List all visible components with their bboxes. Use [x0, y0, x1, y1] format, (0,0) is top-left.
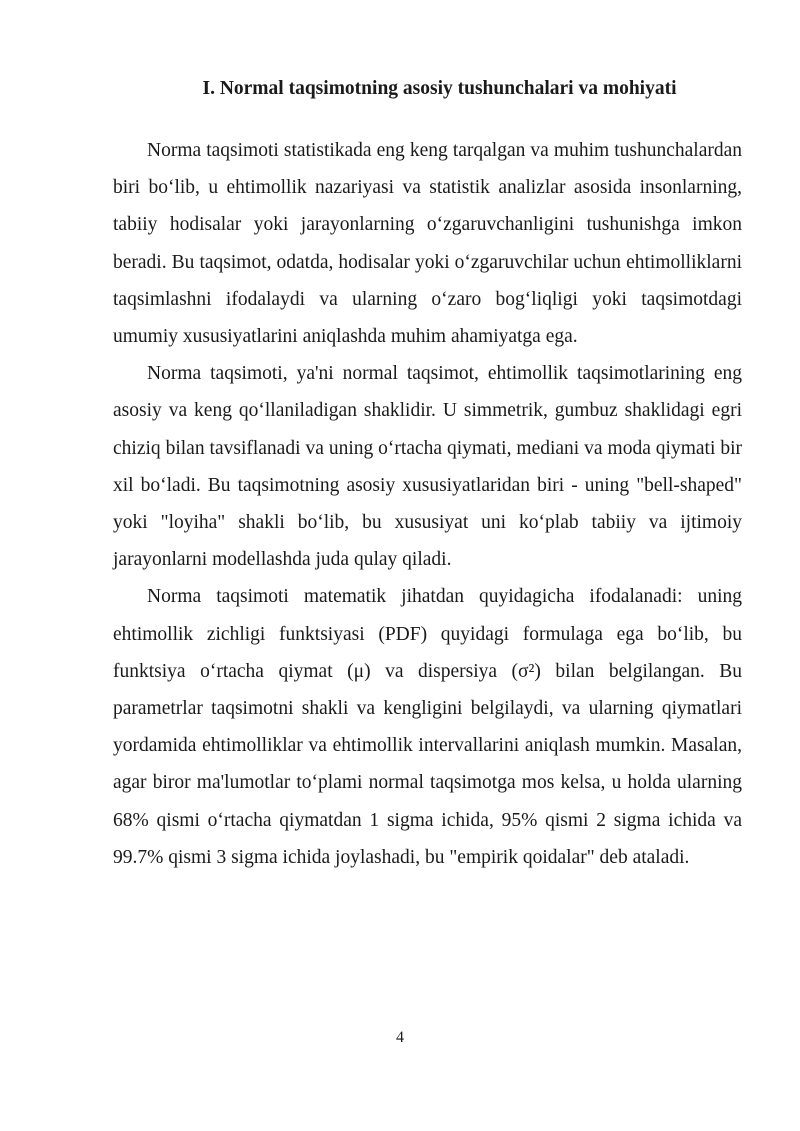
section-heading: I. Normal taqsimotning asosiy tushunchalari va mohiyati: [202, 78, 677, 99]
paragraph-2: Norma taqsimoti, ya'ni normal taqsimot, ehtimollik taqsimotlarining eng asosiy va keng qo‘llaniladigan shaklidir. U simmetrik, gumbuz shaklidagi egri chiziq bilan tavsiflanadi va uning o‘rtacha qiymati, mediani va moda qiymati bir xil bo‘ladi. Bu taqsimotning asosiy xususiyatlaridan biri - uning "bell-shaped" yoki "loyiha" shakli bo‘lib, bu xususiyat uni ko‘plab tabiiy va ijtimoiy jarayonlarni modellashda juda qulay qiladi.: [113, 363, 742, 571]
paragraph-3: Norma taqsimoti matematik jihatdan quyidagicha ifodalanadi: uning ehtimollik zichligi funktsiyasi (PDF) quyidagi formulaga ega bo‘lib, bu funktsiya o‘rtacha qiymat (μ) va dispersiya (σ²) bilan belgilangan. Bu parametrlar taqsimotni shakli va kengligini belgilaydi, va ularning qiymatlari yordamida ehtimolliklar va ehtimollik intervallarini aniqlash mumkin. Masalan, agar biror ma'lumotlar to‘plami normal taqsimotga mos kelsa, u holda ularning 68% qismi o‘rtacha qiymatdan 1 sigma ichida, 95% qismi 2 sigma ichida va 99.7% qismi 3 sigma ichida joylashadi, bu "empirik qoidalar" deb ataladi.: [113, 586, 742, 868]
page-number: 4: [396, 1029, 404, 1046]
body-text: [113, 132, 742, 876]
paragraph-1: Norma taqsimoti statistikada eng keng tarqalgan va muhim tushunchalardan biri bo‘lib, u ehtimollik nazariyasi va statistik analizlar asosida insonlarning, tabiiy hodisalar yoki jarayonlarning o‘zgaruvchanligini tushunishga imkon beradi. Bu taqsimot, odatda, hodisalar yoki o‘zgaruvchilar uchun ehtimolliklarni taqsimlashni ifodalaydi va ularning o‘zaro bog‘liqligi yoki taqsimotdagi umumiy xususiyatlarini aniqlashda muhim ahamiyatga ega.: [113, 140, 742, 348]
